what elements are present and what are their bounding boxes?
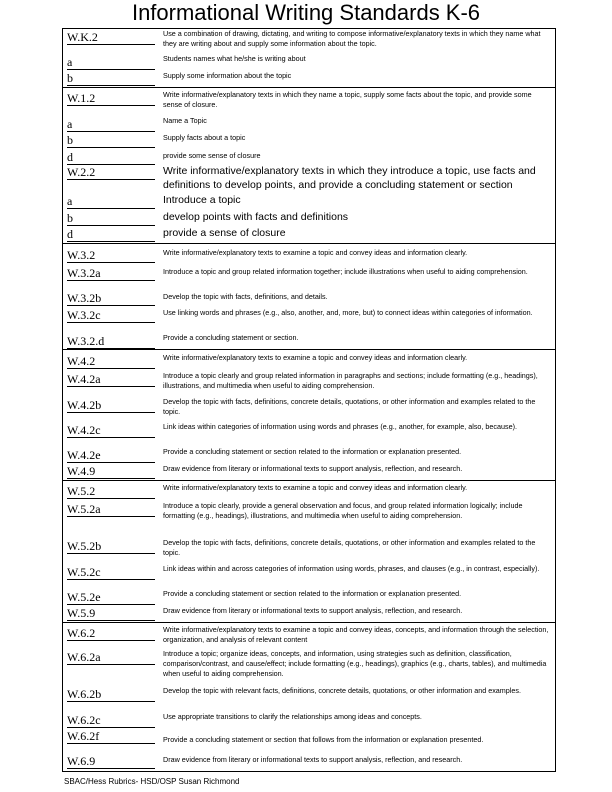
standard-description: Write informative/explanatory texts to examine a topic and convey ideas and information clearly. <box>163 483 468 492</box>
standard-code: W.6.2a <box>67 651 155 665</box>
standard-description: develop points with facts and definitions <box>163 211 349 223</box>
standard-description: Link ideas within and across categories of information using words, phrases, and clauses (e.g., in contrast, especially). <box>163 564 540 573</box>
standard-description: Write informative/explanatory texts to examine a topic and convey ideas and information clearly. <box>163 248 468 257</box>
standard-description: Introduce a topic clearly, provide a general observation and focus, and group related information logically; include formatting (e.g., headings), illustrations, and multimedia when useful to aiding comprehension. <box>163 501 523 520</box>
standard-description: provide some sense of closure <box>163 151 261 160</box>
standard-code: b <box>67 134 155 148</box>
standard-code: W.5.2c <box>67 566 155 580</box>
standard-code: W.3.2.d <box>67 335 155 349</box>
standard-code: d <box>67 151 155 165</box>
standard-description: Provide a concluding statement or section. <box>163 333 299 342</box>
standards-table <box>62 28 556 772</box>
standard-description: Supply facts about a topic <box>163 133 246 142</box>
section-divider <box>63 243 555 244</box>
standard-description: Write informative/explanatory texts to examine a topic and convey ideas and information clearly. <box>163 353 468 362</box>
standard-code: W.5.2b <box>67 540 155 554</box>
section-divider <box>63 87 555 88</box>
standard-description: Provide a concluding statement or section related to the information or explanation presented. <box>163 447 462 456</box>
standard-code: W.4.2 <box>67 355 155 369</box>
standard-description: Provide a concluding statement or section that follows from the information or explanation presented. <box>163 735 484 744</box>
standard-code: a <box>67 118 155 132</box>
standard-description: Develop the topic with facts, definitions, concrete details, quotations, or other information and examples related to the topic. <box>163 397 536 416</box>
footer-credit: SBAC/Hess Rubrics- HSD/OSP Susan Richmond <box>64 777 240 786</box>
page-title: Informational Writing Standards K-6 <box>131 0 481 25</box>
standard-code: W.4.9 <box>67 465 155 479</box>
standard-code: W.3.2b <box>67 292 155 306</box>
standard-description: Develop the topic with facts, definitions, and details. <box>163 292 328 301</box>
standard-description: Use linking words and phrases (e.g., also, another, and, more, but) to connect ideas within categories of information. <box>163 308 533 317</box>
standard-code: b <box>67 72 155 86</box>
standard-code: W.6.9 <box>67 755 155 769</box>
standard-description: Draw evidence from literary or informational texts to support analysis, reflection, and research. <box>163 606 463 615</box>
standard-description: Link ideas within categories of information using words and phrases (e.g., another, for example, also, because). <box>163 422 517 431</box>
standard-code: W.5.2 <box>67 485 155 499</box>
standard-code: W.5.9 <box>67 607 155 621</box>
standard-code: W.1.2 <box>67 92 155 106</box>
standard-code: W.4.2c <box>67 424 155 438</box>
section-divider <box>63 349 555 350</box>
standard-description: provide a sense of closure <box>163 227 286 239</box>
standard-code: b <box>67 212 155 226</box>
standard-description: Students names what he/she is writing about <box>163 54 306 63</box>
standard-description: Supply some information about the topic <box>163 71 292 80</box>
standard-description: Introduce a topic and group related information together; include illustrations when useful to aiding comprehension. <box>163 267 528 276</box>
standard-code: a <box>67 56 155 70</box>
standard-code: W.3.2 <box>67 249 155 263</box>
standard-code: W.6.2f <box>67 730 155 744</box>
section-divider <box>63 622 555 623</box>
standard-code: W.6.2 <box>67 627 155 641</box>
standard-code: W.5.2e <box>67 591 155 605</box>
standard-code: W.3.2c <box>67 309 155 323</box>
standard-code: W.4.2b <box>67 399 155 413</box>
standard-code: W.3.2a <box>67 267 155 281</box>
standard-description: Develop the topic with facts, definitions, concrete details, quotations, or other information and examples related to the topic. <box>163 538 536 557</box>
standard-description: Write informative/explanatory texts in which they introduce a topic, use facts and definitions to develop points, and provide a concluding statement or section <box>163 165 536 191</box>
standard-description: Name a Topic <box>163 116 207 125</box>
standard-code: W.6.2b <box>67 688 155 702</box>
standard-description: Draw evidence from literary or informational texts to support analysis, reflection, and research. <box>163 755 463 764</box>
standard-description: Develop the topic with relevant facts, definitions, concrete details, quotations, or other information and examples. <box>163 686 521 695</box>
standard-description: Write informative/explanatory texts to examine a topic and convey ideas, concepts, and information through the selection, organization, and analysis of relevant content <box>163 625 549 644</box>
standard-code: W.2.2 <box>67 166 155 180</box>
standard-code: d <box>67 228 155 242</box>
standard-description: Introduce a topic <box>163 194 241 206</box>
standard-code: W.6.2c <box>67 714 155 728</box>
standard-description: Use appropriate transitions to clarify the relationships among ideas and concepts. <box>163 712 422 721</box>
standard-description: Use a combination of drawing, dictating, and writing to compose informative/explanatory texts in which they name what they are writing about and supply some information about the topic. <box>163 29 541 48</box>
standard-description: Introduce a topic; organize ideas, concepts, and information, using strategies such as definition, classification, comparison/contrast, and cause/effect; include formatting (e.g., headings), graphics (e.g., charts, tables), and multimedia when useful to aiding comprehension. <box>163 649 547 678</box>
standard-code: W.4.2e <box>67 449 155 463</box>
standard-description: Draw evidence from literary or informational texts to support analysis, reflection, and research. <box>163 464 463 473</box>
standard-code: W.4.2a <box>67 373 155 387</box>
standard-code: W.K.2 <box>67 31 155 45</box>
standard-description: Introduce a topic clearly and group related information in paragraphs and sections; include formatting (e.g., headings), illustrations, and multimedia when useful to aiding comprehension. <box>163 371 538 390</box>
standard-description: Provide a concluding statement or section related to the information or explanation presented. <box>163 589 462 598</box>
standard-code: W.5.2a <box>67 503 155 517</box>
standard-description: Write informative/explanatory texts in which they name a topic, supply some facts about the topic, and provide some sense of closure. <box>163 90 532 109</box>
standard-code: a <box>67 195 155 209</box>
section-divider <box>63 480 555 481</box>
